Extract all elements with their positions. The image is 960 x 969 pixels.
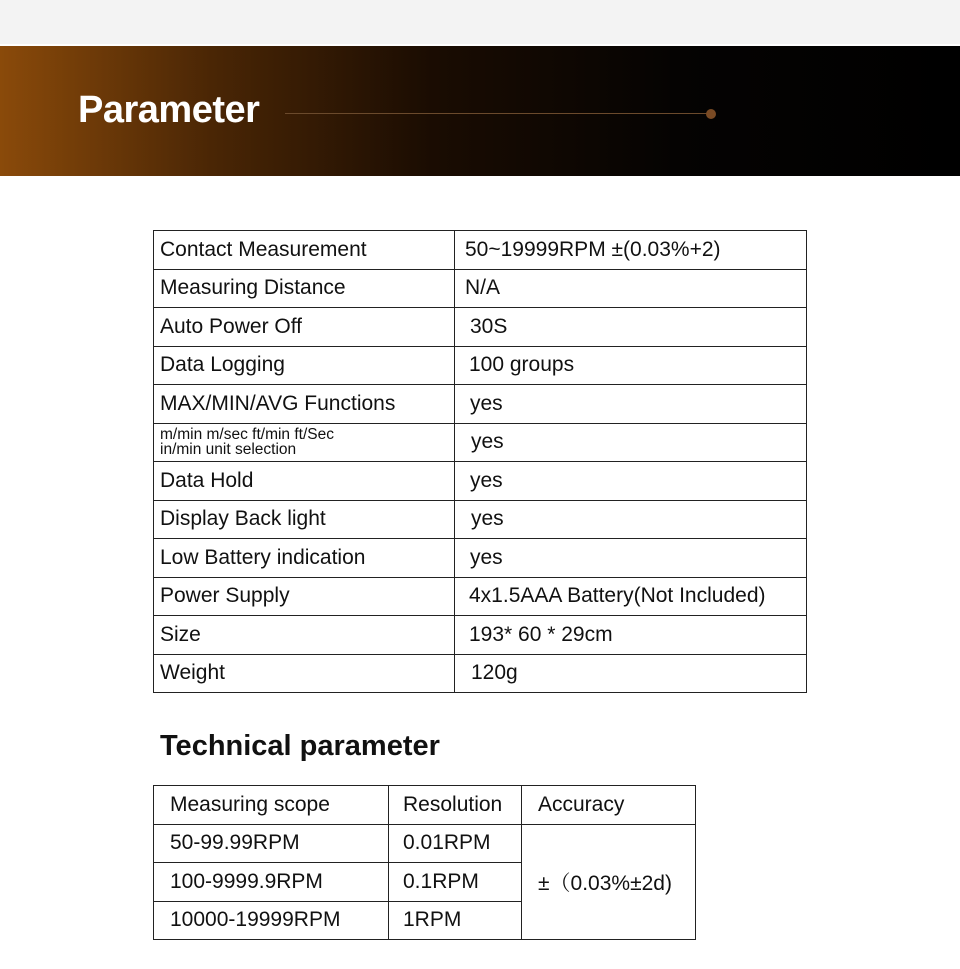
param-key: Size (154, 616, 455, 655)
param-key: Data Hold (154, 462, 455, 501)
param-value: yes (455, 500, 807, 539)
table-row (154, 346, 807, 385)
scope-cell: 50-99.99RPM (154, 824, 389, 863)
column-header-accuracy: Accuracy (522, 786, 696, 825)
resolution-cell: 1RPM (389, 901, 522, 940)
param-key-line: m/min m/sec ft/min ft/Sec (160, 426, 334, 444)
scope-cell: 100-9999.9RPM (154, 863, 389, 902)
param-key-unit-selection (154, 423, 455, 462)
table-row (154, 269, 807, 308)
technical-parameter-title: Technical parameter (160, 730, 440, 762)
param-value: 100 groups (455, 346, 807, 385)
param-key-line: in/min unit selection (160, 441, 297, 459)
table-row (154, 539, 807, 578)
param-value: yes (455, 385, 807, 424)
scope-cell: 10000-19999RPM (154, 901, 389, 940)
param-value: yes (455, 539, 807, 578)
table-header-row (154, 786, 696, 825)
resolution-cell: 0.1RPM (389, 863, 522, 902)
parameter-banner (0, 46, 960, 176)
table-row (154, 385, 807, 424)
banner-divider-dot (706, 109, 716, 119)
resolution-cell: 0.01RPM (389, 824, 522, 863)
param-key: Low Battery indication (154, 539, 455, 578)
param-key: Contact Measurement (154, 231, 455, 270)
banner-title: Parameter (78, 89, 260, 131)
param-key: Weight (154, 654, 455, 693)
param-key: Data Logging (154, 346, 455, 385)
table-row (154, 654, 807, 693)
table-row (154, 577, 807, 616)
param-value: yes (455, 462, 807, 501)
table-row (154, 500, 807, 539)
param-value: 120g (455, 654, 807, 693)
param-key: Auto Power Off (154, 308, 455, 347)
column-header-resolution: Resolution (389, 786, 522, 825)
table-row (154, 462, 807, 501)
banner-divider-line (285, 113, 710, 114)
table-row (154, 423, 807, 462)
param-key: Power Supply (154, 577, 455, 616)
table-row (154, 308, 807, 347)
param-key: Display Back light (154, 500, 455, 539)
param-value: 30S (455, 308, 807, 347)
param-value: yes (455, 423, 807, 462)
table-row (154, 616, 807, 655)
param-value: 50~19999RPM ±(0.03%+2) (455, 231, 807, 270)
param-value: 193* 60 * 29cm (455, 616, 807, 655)
table-row (154, 231, 807, 270)
param-key: MAX/MIN/AVG Functions (154, 385, 455, 424)
table-row (154, 824, 696, 863)
param-value: N/A (455, 269, 807, 308)
column-header-scope: Measuring scope (154, 786, 389, 825)
accuracy-cell: ±（0.03%±2d) (522, 824, 696, 940)
parameter-table (153, 230, 807, 693)
top-strip (0, 0, 960, 44)
technical-parameter-table (153, 785, 696, 940)
param-value: 4x1.5AAA Battery(Not Included) (455, 577, 807, 616)
param-key: Measuring Distance (154, 269, 455, 308)
